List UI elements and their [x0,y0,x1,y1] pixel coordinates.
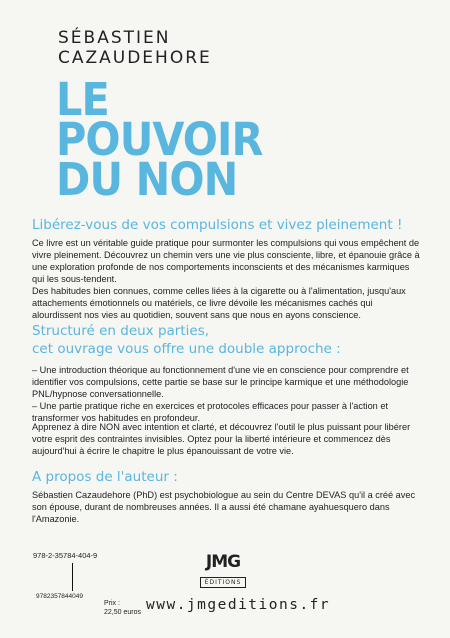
section1-heading: Libérez-vous de vos compulsions et vivez pleinement ! [32,217,403,233]
title-line-3: DU NON [56,153,238,206]
section2-heading-line-2: cet ouvrage vous offre une double approche : [32,341,341,357]
about-paragraph: Sébastien Cazaudehore (PhD) est psychobiologue au sein du Centre DEVAS qu'il a créé avec son épouse, durant de nombreuses années. Il a aussi été chamane ayahuesquero dans l'Amazonie. [32,490,416,524]
about-body [32,489,424,525]
about-heading: A propos de l'auteur : [32,469,178,485]
section1-body [32,237,424,321]
barcode [33,563,103,591]
section1-paragraph-1: Ce livre est un véritable guide pratique pour surmonter les compulsions qui vous empêchent de vivre pleinement. Découvrez un chemin vers une vie plus consciente, libre, et épanouie grâce à une exploration profonde de nos comportements inconscients et des mécanismes karmiques qui les sous-tendent. [32,238,420,284]
section2-body [32,364,424,424]
isbn-text: 978-2-35784-404-9 [33,551,98,560]
book-title [56,73,263,206]
section2-heading [32,322,341,358]
price-block [104,599,141,617]
publisher-url[interactable]: www.jmgeditions.fr [146,597,331,613]
barcode-digits: 9782357844049 [36,593,83,600]
section2-paragraph-1: – Une introduction théorique au fonctionnement d'une vie en conscience pour comprendre et identifier vos compulsions, cette partie se base sur le principe karmique et une méthodologie PNL/hypnose conversationnelle. [32,365,409,399]
title-line-1: LE [56,73,109,126]
price-value: 22,50 euros [104,609,141,616]
publisher-logo [195,553,251,589]
section3-body [32,421,424,457]
author-first-name: SÉBASTIEN [58,28,171,48]
author-last-name: CAZAUDEHORE [58,48,212,68]
title-line-2: POUVOIR [56,113,263,166]
price-label: Prix : [104,600,120,607]
author-name [58,28,212,68]
logo-sub-text: ÉDITIONS [200,577,247,588]
logo-main-text: JMG [205,552,241,572]
section3-paragraph: Apprenez à dire NON avec intention et clarté, et découvrez l'outil le plus puissant pour libérer votre esprit des contraintes invisibles. Optez pour la liberté intérieure et commencez dès aujourd'hui à écrire le chapitre le plus épanouissant de votre vie. [32,422,411,456]
section2-heading-line-1: Structuré en deux parties, [32,323,210,339]
section2-paragraph-2: – Une partie pratique riche en exercices et protocoles efficaces pour passer à l'action et transformer vos habitudes en profondeur. [32,401,389,423]
section1-paragraph-2: Des habitudes bien connues, comme celles liées à la cigarette ou à l'alimentation, jusqu'aux attachements émotionnels ou matériels, ce livre dévoile les mécanismes cachés qui alourdissent nos vies au quotidien, souvent sans que nous en ayons conscience. [32,286,406,320]
